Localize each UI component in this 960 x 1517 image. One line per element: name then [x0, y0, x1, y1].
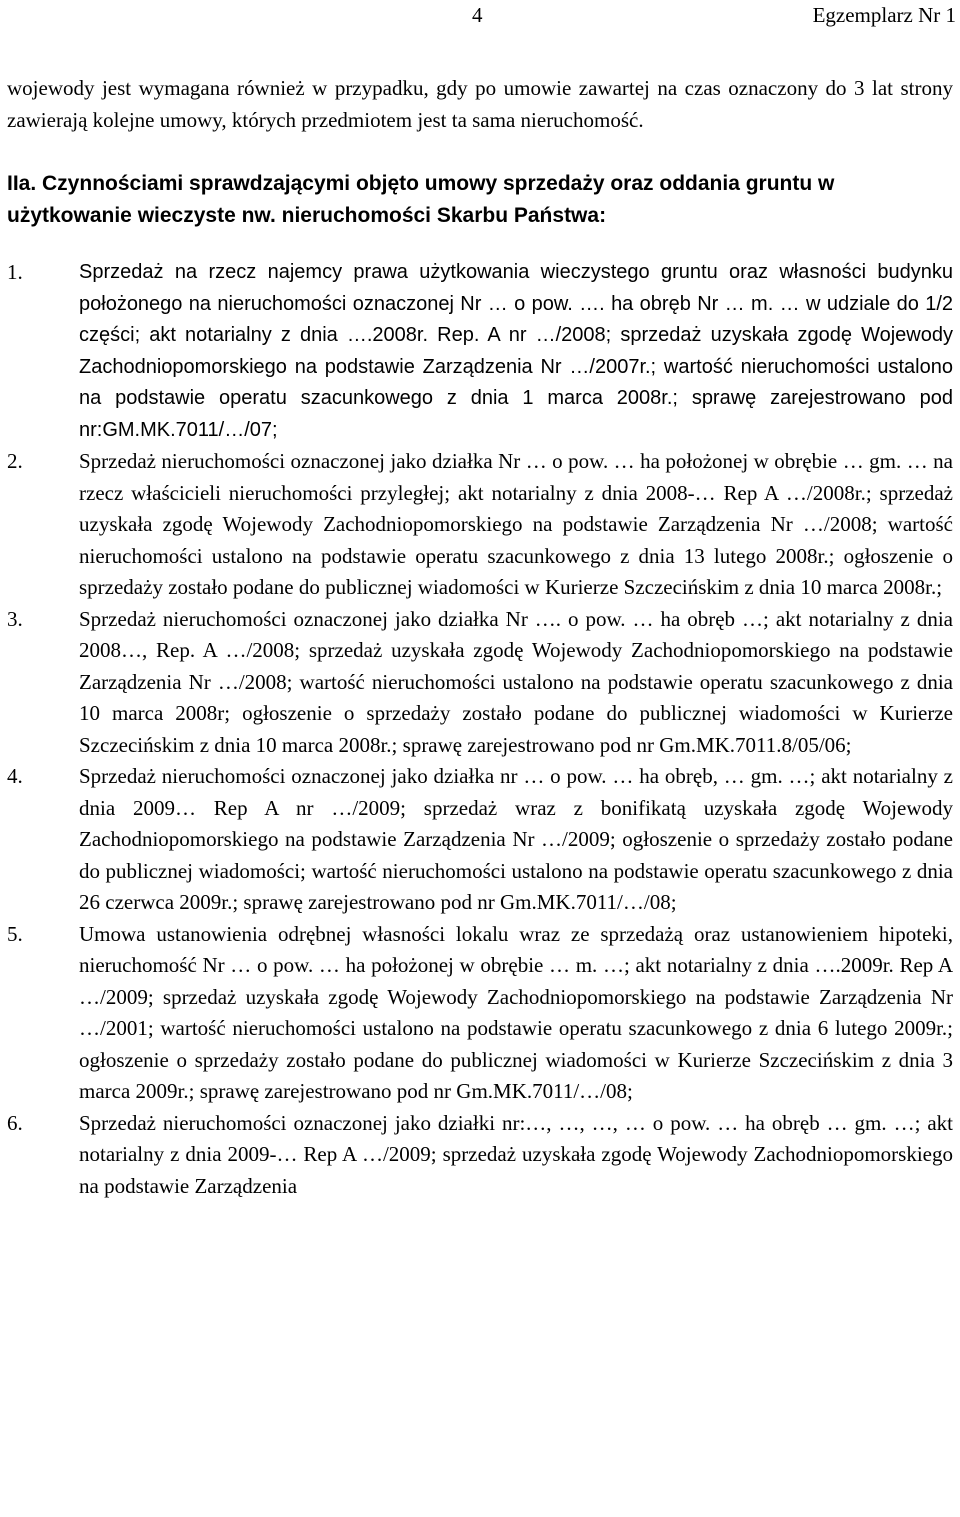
list-item-text: Sprzedaż nieruchomości oznaczonej jako działka Nr …. o pow. … ha obręb …; akt notarialny z dnia 2008…, Rep. A …/2008; sprzedaż uzyskała zgodę Wojewody Zachodniopomorskiego na podstawie Zarządzenia Nr …/2008; wartość nieruchomości ustalono na podstawie operatu szacunkowego z dnia 10 marca 2008r; ogłoszenie o sprzedaży zostało podane do publicznej wiadomości w Kurierze Szczecińskim z dnia 10 marca 2008r.; sprawę zarejestrowano pod nr Gm.MK.7011.8/05/06;	[79, 606, 953, 757]
list-item	[7, 257, 953, 446]
list-item-marker: 2.	[7, 449, 23, 473]
list-item	[7, 1108, 953, 1203]
intro-paragraph: wojewody jest wymagana również w przypadku, gdy po umowie zawartej na czas oznaczony do 3 lat strony zawierają kolejne umowy, których przedmiotem jest ta sama nieruchomość.	[7, 76, 953, 132]
list-item-marker: 5.	[7, 921, 23, 946]
list-item-text: Sprzedaż na rzecz najemcy prawa użytkowania wieczystego gruntu oraz własności budynku położonego na nieruchomości oznaczonej Nr … o pow. …. ha obręb Nr … m. … w udziale do 1/2 części; akt notarialny z dnia ….2008r. Rep. A nr …/2008; sprzedaż uzyskała zgodę Wojewody Zachodniopomorskiego na podstawie Zarządzenia Nr …/2007r.; wartość nieruchomości ustalono na podstawie operatu szacunkowego z dnia 1 marca 2008r.; sprawę zarejestrowano pod nr:GM.MK.7011/…/07;	[79, 261, 953, 441]
list-item-marker: 4.	[7, 764, 23, 788]
list-item-marker: 1.	[7, 260, 23, 284]
list-item-marker: 6.	[7, 1110, 23, 1135]
list-item-marker: 3.	[7, 606, 23, 631]
list-item-text: Sprzedaż nieruchomości oznaczonej jako działka nr … o pow. … ha obręb, … gm. …; akt notarialny z dnia 2009… Rep A nr …/2009; sprzedaż wraz z bonifikatą uzyskała zgodę Wojewody Zachodniopomorskiego na podstawie Zarządzenia Nr …/2009; ogłoszenie o sprzedaży zostało podane do publicznej wiadomości; wartość nieruchomości ustalono na podstawie operatu szacunkowego z dnia 26 czerwca 2009r.; sprawę zarejestrowano pod nr Gm.MK.7011/…/08;	[79, 764, 953, 914]
contracts-list	[7, 257, 953, 1202]
document-body	[7, 73, 953, 1202]
list-item	[7, 446, 953, 604]
copy-label: Egzemplarz Nr 1	[812, 3, 956, 27]
list-item	[7, 604, 953, 762]
page-number: 4	[472, 3, 483, 27]
list-item-text: Sprzedaż nieruchomości oznaczonej jako działka Nr … o pow. … ha położonej w obrębie … gm. … na rzecz właścicieli nieruchomości przyległej; akt notarialny z dnia 2008-… Rep A …/2008r.; sprzedaż uzyskała zgodę Wojewody Zachodniopomorskiego na podstawie Zarządzenia Nr …/2008; wartość nieruchomości ustalono na podstawie operatu szacunkowego z dnia 13 lutego 2008r.; ogłoszenie o sprzedaży zostało podane do publicznej wiadomości w Kurierze Szczecińskim z dnia 10 marca 2008r.;	[79, 449, 953, 599]
list-item	[7, 761, 953, 919]
list-item-text: Umowa ustanowienia odrębnej własności lokalu wraz ze sprzedażą oraz ustanowieniem hipoteki, nieruchomość Nr … o pow. … ha położonej w obrębie … m. …; akt notarialny z dnia ….2009r. Rep A …/2009; sprzedaż uzyskała zgodę Wojewody Zachodniopomorskiego na podstawie Zarządzenia Nr …/2001; wartość nieruchomości ustalono na podstawie operatu szacunkowego z dnia 6 lutego 2009r.; ogłoszenie o sprzedaży zostało podane do publicznej wiadomości w Kurierze Szczecińskim z dnia 3 marca 2009r.; sprawę zarejestrowano pod nr Gm.MK.7011/…/08;	[79, 921, 953, 1103]
list-item-text: Sprzedaż nieruchomości oznaczonej jako działki nr:…, …, …, … o pow. … ha obręb … gm. …; akt notarialny z dnia 2009-… Rep A …/2009; sprzedaż uzyskała zgodę Wojewody Zachodniopomorskiego na podstawie Zarządzenia	[79, 1110, 953, 1198]
page-header	[0, 2, 960, 28]
list-item	[7, 919, 953, 1108]
section-heading: IIa. Czynnościami sprawdzającymi objęto umowy sprzedaży oraz oddania gruntu w użytkowanie wieczyste nw. nieruchomości Skarbu Państwa:	[7, 172, 835, 227]
